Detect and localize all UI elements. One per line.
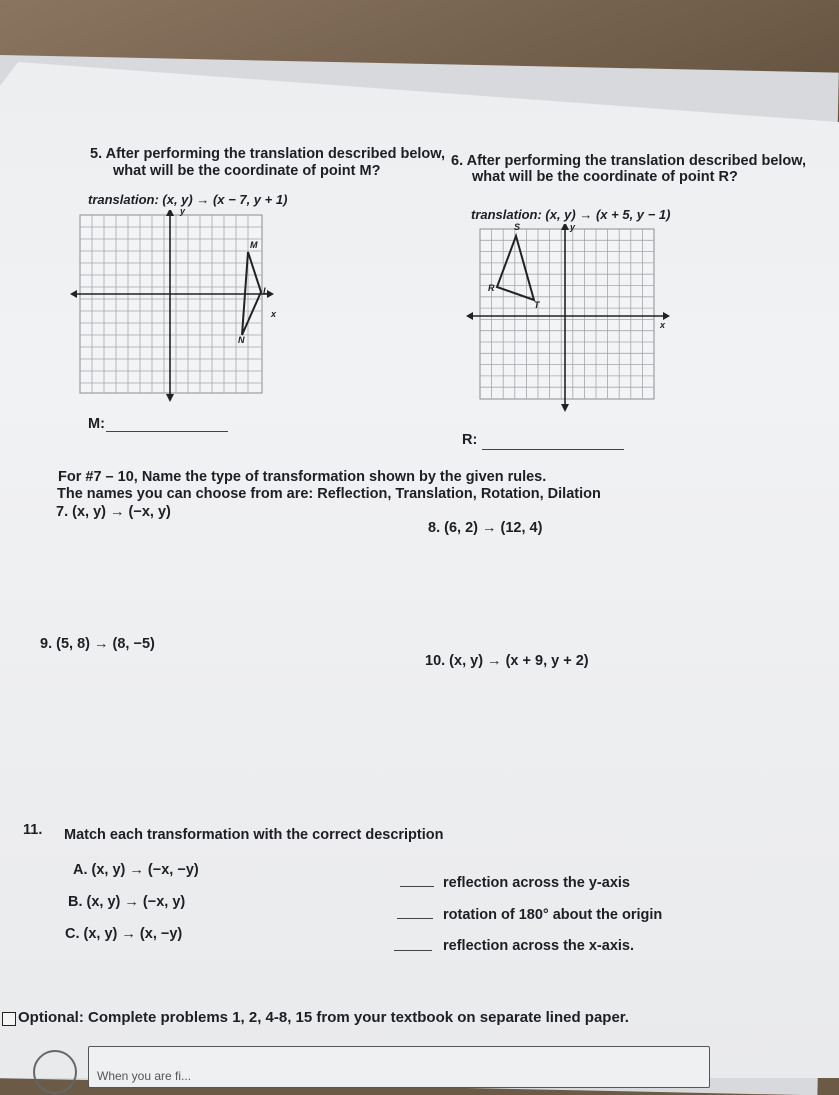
point-n-label: N xyxy=(238,335,245,345)
bottom-note-box xyxy=(88,1046,710,1088)
description-1: reflection across the y-axis xyxy=(443,875,630,891)
bottom-note-text: When you are fi... xyxy=(97,1069,192,1083)
problem6-question: After performing the translation described below, xyxy=(466,153,807,169)
problem5-answer-line[interactable] xyxy=(106,431,228,432)
problem11-title: Match each transformation with the correct description xyxy=(64,827,444,843)
problem6-rule: translation: (x, y) → (x + 5, y − 1) xyxy=(471,207,671,222)
instructions-line1: For #7 – 10, Name the type of transformation shown by the given rules. xyxy=(58,469,547,485)
problem11-number: 11. xyxy=(23,822,43,838)
problem6-number: 6. xyxy=(451,153,464,169)
option-c: C. (x, y) → (x, −y) xyxy=(65,926,183,942)
option-b: B. (x, y) → (−x, y) xyxy=(68,894,186,910)
optional-checkbox[interactable] xyxy=(2,1012,16,1026)
optional-text: Complete problems 1, 2, 4-8, 15 from your textbook on separate lined paper. xyxy=(83,1009,629,1026)
optional-note xyxy=(18,1009,629,1026)
problem6-line2: what will be the coordinate of point R? xyxy=(472,169,738,185)
problem5-x-axis-label: x xyxy=(271,309,277,319)
problem6-answer-label: R: xyxy=(462,432,478,448)
match-answer-line-3[interactable] xyxy=(394,950,432,951)
problem5-y-axis-label: y xyxy=(180,206,186,216)
description-3: reflection across the x-axis. xyxy=(443,938,634,954)
optional-prefix: Optional: xyxy=(18,1009,84,1026)
match-answer-line-2[interactable] xyxy=(397,918,433,919)
description-2: rotation of 180° about the origin xyxy=(443,907,663,923)
problem6-y-axis-label: y xyxy=(570,222,576,232)
point-m-label: M xyxy=(250,240,258,250)
point-r-label: R xyxy=(488,283,495,293)
match-answer-line-1[interactable] xyxy=(400,886,434,887)
problem5-line1 xyxy=(90,146,445,162)
problem5-line2: what will be the coordinate of point M? xyxy=(113,163,381,179)
problem5-answer-label: M: xyxy=(88,416,105,432)
problem5-number: 5. xyxy=(90,146,103,162)
problem6-x-axis-label: x xyxy=(660,320,666,330)
problem7: 7. (x, y) → (−x, y) xyxy=(56,504,171,520)
problem5-rule: translation: (x, y) → (x − 7, y + 1) xyxy=(88,192,288,207)
problem8: 8. (6, 2) → (12, 4) xyxy=(428,520,543,536)
option-a: A. (x, y) → (−x, −y) xyxy=(73,862,199,878)
problem6-coordinate-grid xyxy=(464,224,674,414)
problem5-question: After performing the translation described below, xyxy=(105,146,446,162)
point-s-label: S xyxy=(514,222,521,232)
problem9: 9. (5, 8) → (8, −5) xyxy=(40,636,155,652)
bottom-circle-icon xyxy=(33,1050,77,1094)
problem10: 10. (x, y) → (x + 9, y + 2) xyxy=(425,653,589,669)
problem6-answer-line[interactable] xyxy=(482,449,624,450)
point-t-label: T xyxy=(534,300,540,310)
point-l-label: L xyxy=(263,286,269,296)
problem6-line1 xyxy=(451,153,806,169)
instructions-line2: The names you can choose from are: Reflection, Translation, Rotation, Dilation xyxy=(57,486,601,502)
